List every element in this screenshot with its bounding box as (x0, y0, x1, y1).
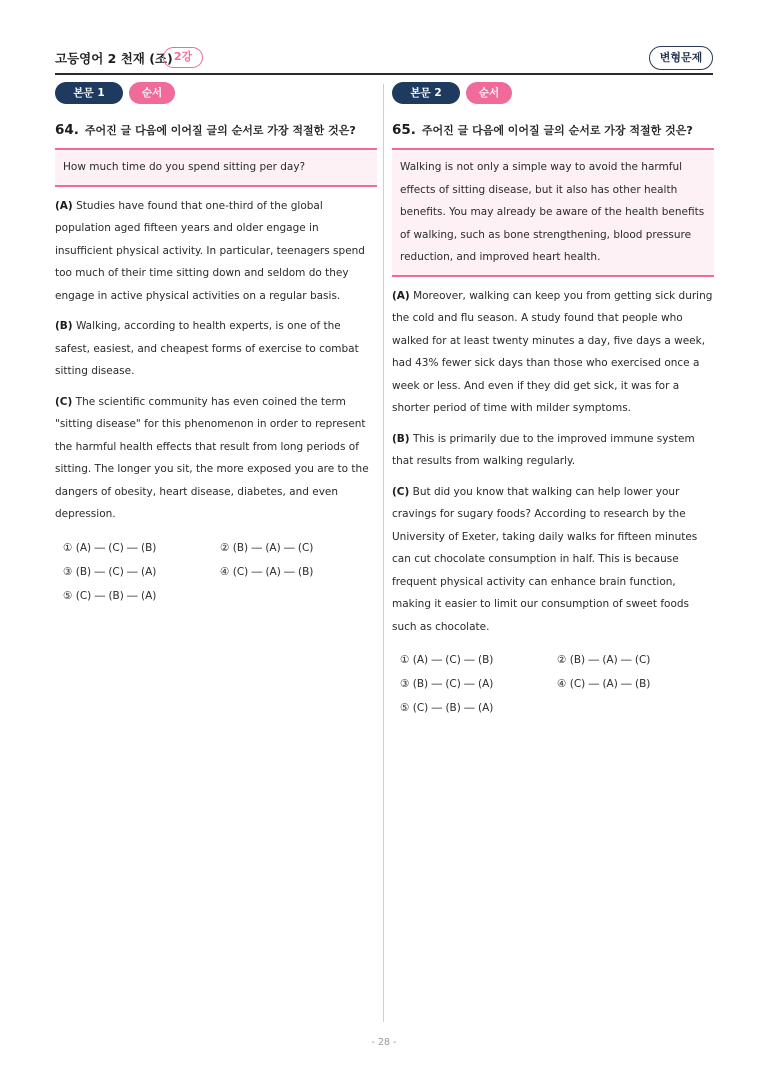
paragraph-text: The scientific community has even coined the term "sitting disease" for this phenomenon in order to represent the harmful health effects that result from long periods of sitting. The longer you sit, the more exposed you are to the dangers of obesity, heart disease, diabetes, and even depression. (55, 395, 369, 520)
lesson-badge: 2강 (163, 47, 203, 68)
passage-body (55, 195, 377, 526)
choice-2[interactable]: ② (B) ― (A) ― (C) (557, 654, 651, 666)
paragraph-label: (A) (392, 289, 410, 302)
type-label: 순서 (129, 82, 175, 104)
type-label: 순서 (466, 82, 512, 104)
choice-5[interactable]: ⑤ (C) ― (B) ― (A) (400, 702, 494, 714)
paragraph-b (55, 315, 377, 383)
choice-4[interactable]: ④ (C) ― (A) ― (B) (557, 678, 651, 690)
paragraph-text: But did you know that walking can help lower your cravings for sugary foods? According to research by the University of Exeter, taking daily walks for fifteen minutes can cut chocolate consumption in half. This is because frequent physical activity can enhance brain function, making it easier to limit our consumption of sweet foods such as chocolate. (392, 485, 698, 633)
choice-5[interactable]: ⑤ (C) ― (B) ― (A) (63, 589, 157, 602)
column-divider (383, 84, 384, 1022)
choice-3[interactable]: ③ (B) ― (C) ― (A) (63, 565, 157, 578)
choice-1[interactable]: ① (A) ― (C) ― (B) (63, 541, 157, 554)
question-65-column (392, 82, 714, 720)
given-passage: How much time do you spend sitting per day? (55, 148, 377, 187)
given-passage: Walking is not only a simple way to avoid the harmful effects of sitting disease, but it also has other health benefits. You may already be aware of the health benefits of walking, such as bone strengthening, blood pressure reduction, and improved heart health. (392, 148, 714, 277)
answer-choices (55, 536, 377, 608)
paragraph-text: Moreover, walking can keep you from getting sick during the cold and flu season. A study found that people who walked for at least twenty minutes a day, five days a week, had 43% fewer sick days than those who exercised once a week or less. And even if they did get sick, it was for a shorter period of time with milder symptoms. (392, 289, 713, 414)
passage-label: 본문 1 (55, 82, 123, 104)
paragraph-a (392, 285, 714, 420)
paragraph-text: Studies have found that one-third of the global population aged fifteen years and older engage in insufficient physical activity. In particular, teenagers spend too much of their time sitting down and seldom do they engage in active physical activities on a regular basis. (55, 199, 365, 302)
page-number: - 28 - (371, 1037, 397, 1048)
question-text: 주어진 글 다음에 이어질 글의 순서로 가장 적절한 것은? (421, 124, 693, 137)
paragraph-label: (B) (55, 320, 73, 332)
choice-1[interactable]: ① (A) ― (C) ― (B) (400, 654, 494, 666)
question-64-column (55, 82, 377, 608)
choice-3[interactable]: ③ (B) ― (C) ― (A) (400, 678, 494, 690)
question-text: 주어진 글 다음에 이어질 글의 순서로 가장 적절한 것은? (84, 124, 356, 137)
answer-choices (392, 648, 714, 720)
choice-2[interactable]: ② (B) ― (A) ― (C) (220, 541, 314, 554)
paragraph-label: (B) (392, 432, 410, 445)
question-labels (55, 82, 377, 106)
paragraph-text: This is primarily due to the improved immune system that results from walking regularly. (392, 432, 695, 467)
header-rule (55, 73, 713, 75)
question-title (392, 122, 714, 144)
question-number: 64. (55, 122, 79, 138)
book-title: 고등영어 2 천재 (조) (55, 51, 173, 66)
page-header (55, 46, 713, 72)
question-title (55, 122, 377, 144)
passage-label: 본문 2 (392, 82, 460, 104)
paragraph-c (55, 391, 377, 526)
paragraph-a (55, 195, 377, 308)
paragraph-label: (A) (55, 199, 73, 212)
question-number: 65. (392, 122, 416, 138)
paragraph-label: (C) (392, 485, 410, 498)
paragraph-c (392, 481, 714, 639)
paragraph-b (392, 428, 714, 473)
passage-body (392, 285, 714, 639)
question-labels (392, 82, 714, 106)
paragraph-text: Walking, according to health experts, is one of the safest, easiest, and cheapest forms of exercise to combat sitting disease. (55, 320, 359, 377)
section-tag: 변형문제 (649, 46, 713, 70)
choice-4[interactable]: ④ (C) ― (A) ― (B) (220, 565, 314, 578)
paragraph-label: (C) (55, 395, 73, 408)
